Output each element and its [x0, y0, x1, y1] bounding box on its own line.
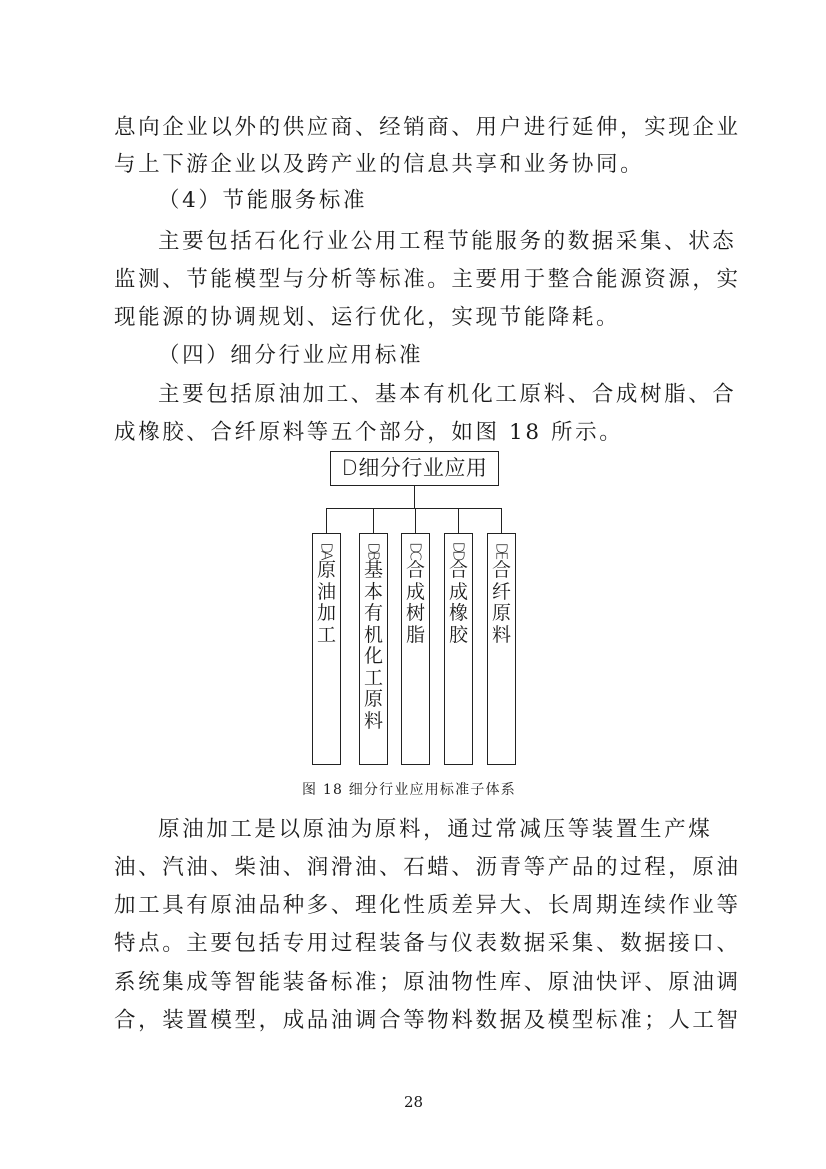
- text-line: 现能源的协调规划、运行优化，实现节能降耗。: [114, 305, 621, 330]
- text-line: 油、汽油、柴油、润滑油、石蜡、沥青等产品的过程，原油: [114, 855, 741, 880]
- child-label-char: 成: [405, 580, 425, 603]
- child-code: DD: [449, 541, 468, 559]
- child-label: [313, 540, 340, 646]
- child-label: [445, 540, 472, 646]
- child-label-char: 脂: [405, 623, 425, 646]
- child-label-char: 胶: [448, 623, 468, 646]
- child-label-char: 纤: [491, 580, 511, 603]
- child-label-char: 料: [491, 623, 511, 646]
- child-label-char: 料: [363, 709, 383, 732]
- child-label-char: 加: [316, 602, 336, 624]
- diagram-child-box: [312, 533, 341, 765]
- child-label-char: 合: [491, 559, 511, 581]
- child-label: [402, 540, 429, 646]
- text-line: （4）节能服务标准: [158, 188, 368, 213]
- text-line: 特点。主要包括专用过程装备与仪表数据采集、数据接口、: [114, 931, 741, 956]
- text-line: 息向企业以外的供应商、经销商、用户进行延伸，实现企业: [114, 115, 741, 140]
- text-line: 与上下游企业以及跨产业的信息共享和业务协同。: [114, 152, 645, 177]
- connector-bar: [326, 508, 502, 509]
- child-code: DB: [364, 542, 383, 558]
- page-number: 28: [404, 1093, 424, 1111]
- root-code: D: [341, 456, 359, 480]
- connector-branch: [501, 508, 502, 533]
- child-label-char: 合: [405, 559, 425, 581]
- diagram-child-box: [359, 533, 388, 765]
- connector-branch: [326, 508, 327, 533]
- text-line: 监测、节能模型与分析等标准。主要用于整合能源资源，实: [114, 267, 741, 292]
- text-line: 主要包括原油加工、基本有机化工原料、合成树脂、合: [158, 382, 737, 407]
- child-label-char: 化: [363, 645, 383, 667]
- child-label-char: 成: [448, 580, 468, 603]
- child-code: DA: [317, 542, 336, 558]
- child-label-char: 工: [363, 666, 383, 689]
- child-code: DE: [492, 542, 511, 558]
- text-line: 系统集成等智能装备标准；原油物性库、原油快评、原油调: [114, 970, 741, 995]
- figure-caption: 图 18 细分行业应用标准子体系: [302, 782, 516, 798]
- text-line: （四）细分行业应用标准: [158, 343, 424, 368]
- diagram-child-box: [444, 533, 473, 765]
- text-line: 主要包括石化行业公用工程节能服务的数据采集、状态: [158, 229, 737, 254]
- child-label-char: 原: [316, 559, 336, 581]
- child-label-char: 合: [448, 559, 468, 581]
- child-label-char: 树: [405, 602, 425, 624]
- child-label-char: 基: [363, 559, 383, 581]
- connector-branch: [415, 508, 416, 533]
- diagram-child-box: [401, 533, 430, 765]
- text-line: 成橡胶、合纤原料等五个部分，如图 18 所示。: [114, 420, 624, 445]
- text-line: 原油加工是以原油为原料，通过常减压等装置生产煤: [158, 817, 713, 842]
- child-label-char: 油: [316, 580, 336, 603]
- child-label-char: 橡: [448, 602, 468, 624]
- connector-branch: [458, 508, 459, 533]
- child-code: DC: [406, 541, 425, 559]
- child-label-char: 工: [316, 623, 336, 646]
- diagram-root-box: [330, 451, 499, 486]
- connector-stem: [414, 486, 415, 508]
- child-label: [360, 540, 387, 732]
- connector-branch: [373, 508, 374, 533]
- child-label-char: 本: [363, 580, 383, 603]
- child-label-char: 原: [363, 688, 383, 710]
- child-label-char: 有: [363, 602, 383, 624]
- child-label-char: 机: [363, 623, 383, 646]
- child-label: [488, 540, 515, 646]
- text-line: 加工具有原油品种多、理化性质差异大、长周期连续作业等: [114, 893, 741, 918]
- text-line: 合，装置模型，成品油调合等物料数据及模型标准；人工智: [114, 1008, 741, 1033]
- child-label-char: 原: [491, 602, 511, 624]
- diagram-child-box: [487, 533, 516, 765]
- root-label: 细分行业应用: [358, 456, 488, 480]
